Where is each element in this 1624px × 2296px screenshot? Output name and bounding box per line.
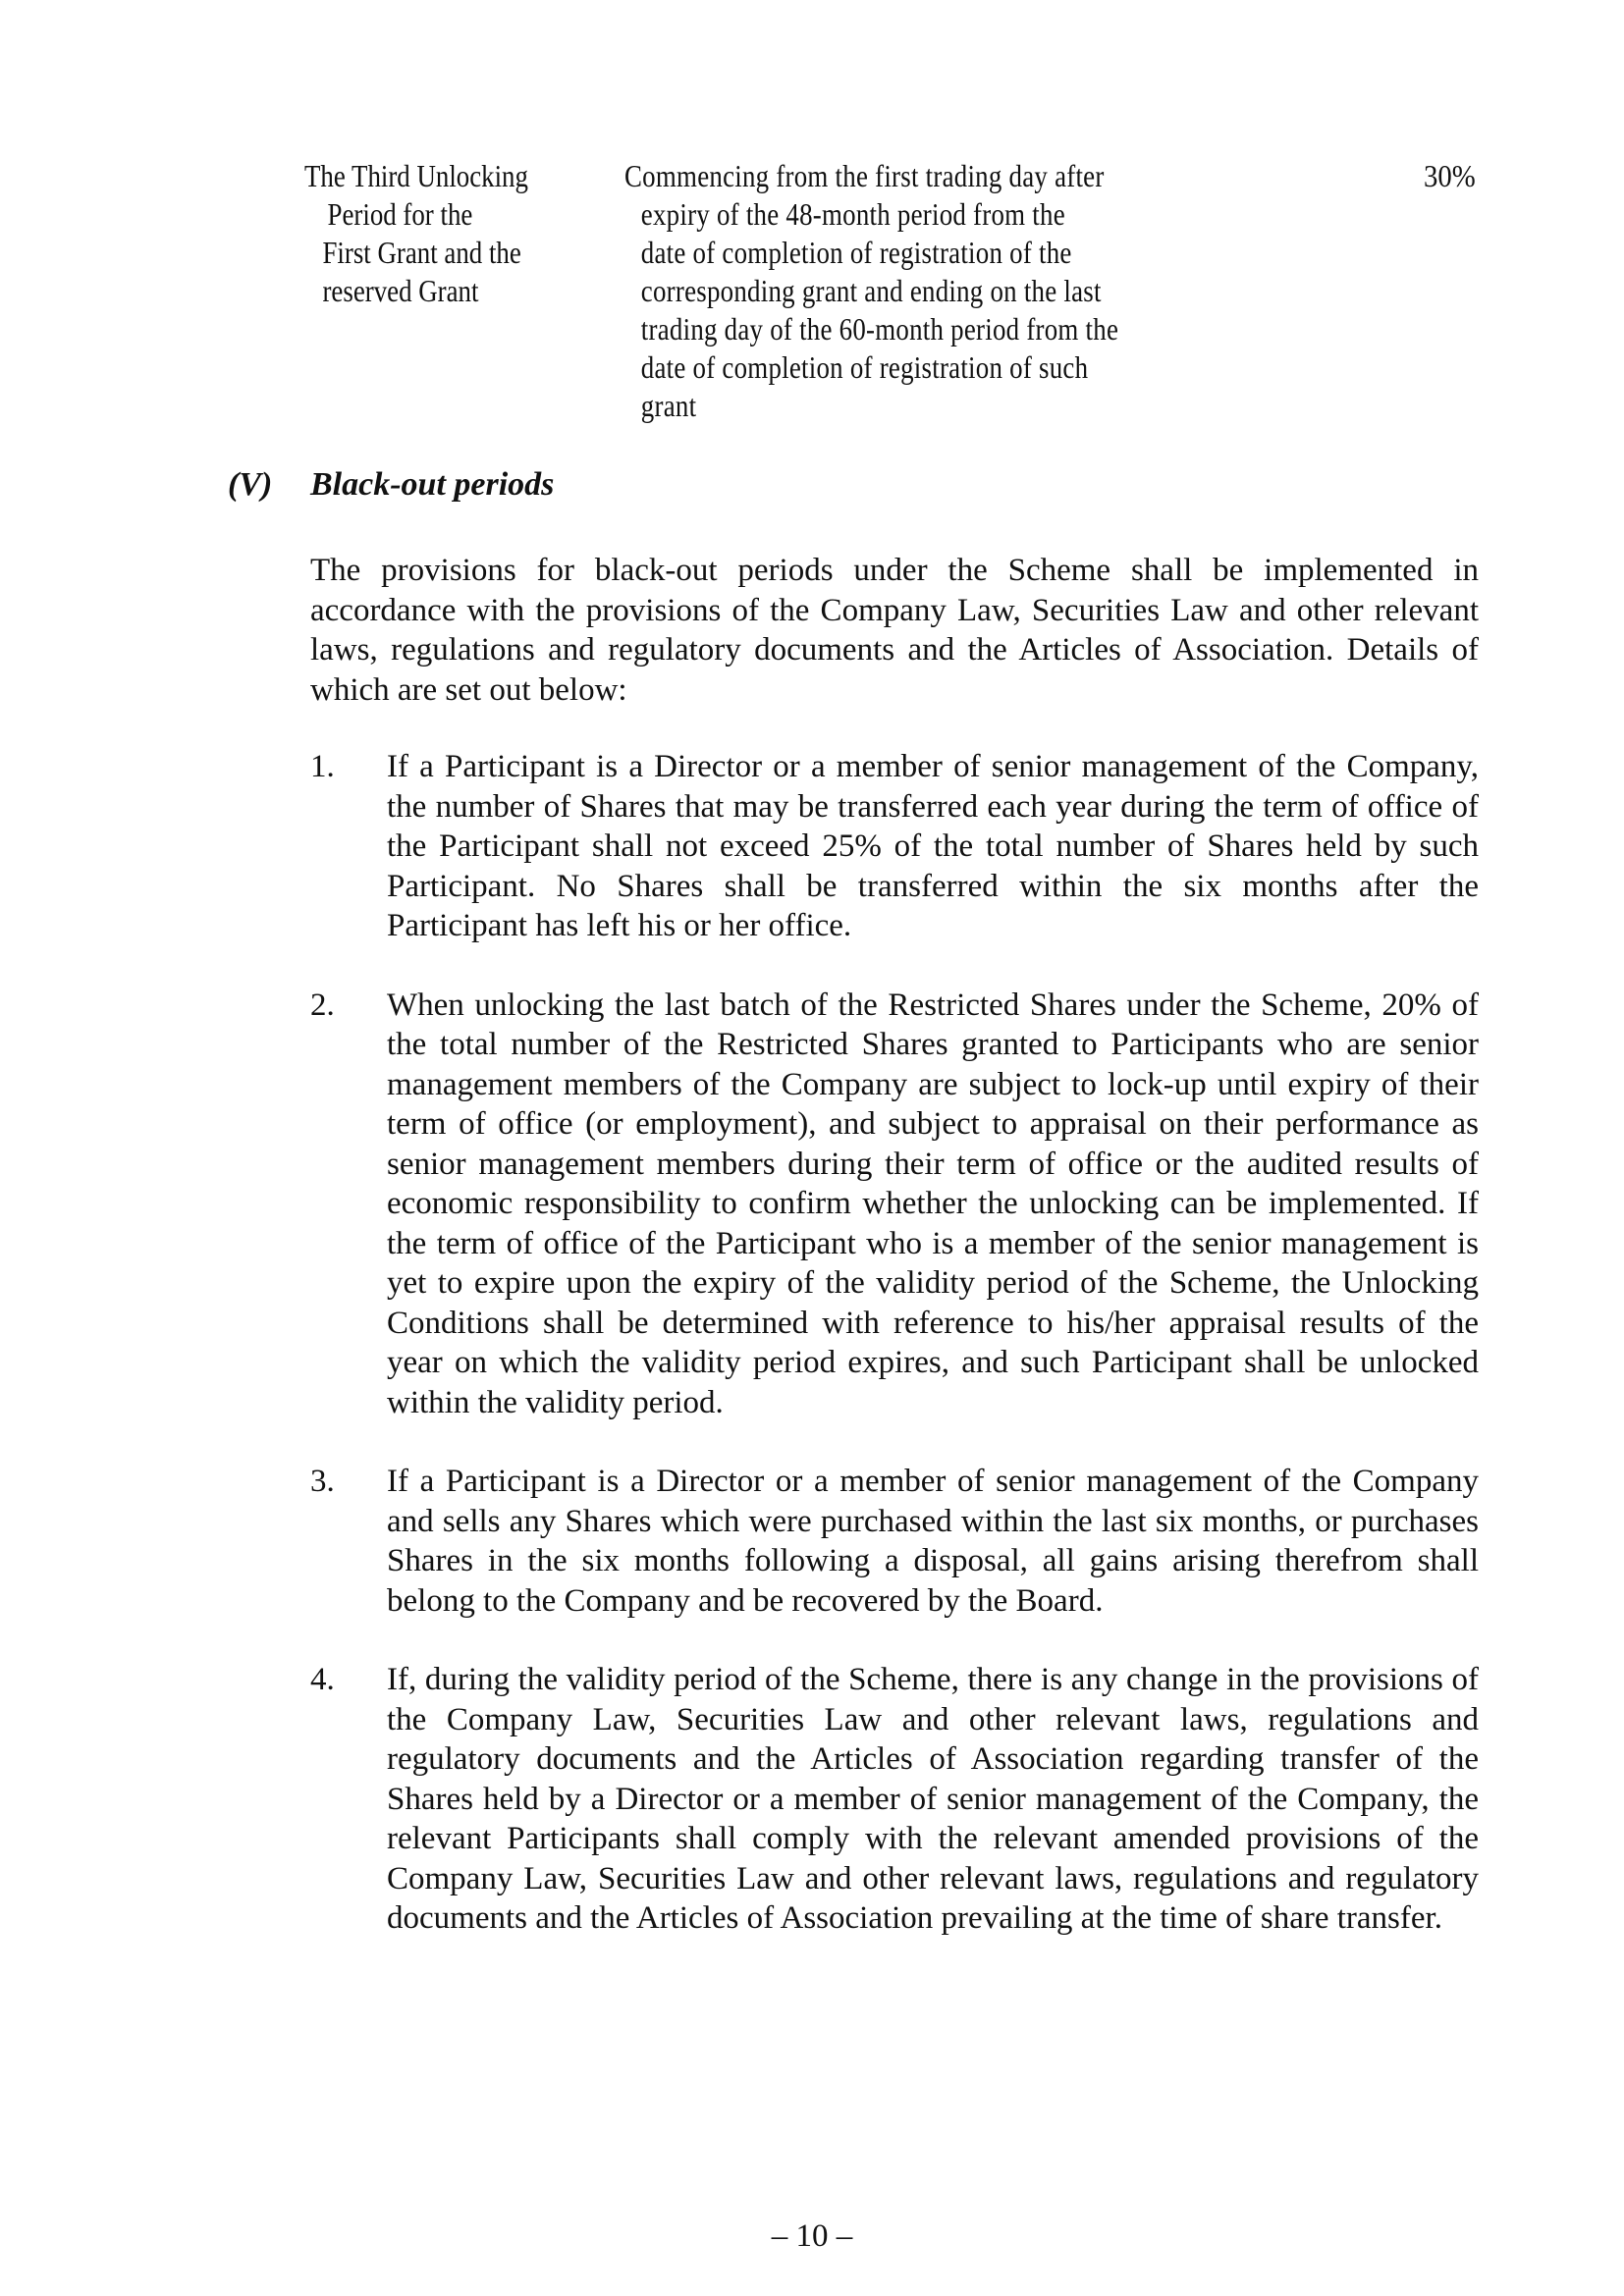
- label-line: Period for the: [327, 196, 473, 232]
- period-line: expiry of the 48-month period from the: [640, 196, 1065, 232]
- list-item-text: If, during the validity period of the Scheme, there is any change in the provisions of the Company Law, Securities Law and other relevant laws, regulations and regulatory documents and the Articles of Association regarding transfer of the Shares held by a Director or a member of senior management of the Company, the relevant Participants shall comply with the relevant amended provisions of the Company Law, Securities Law and other relevant laws, regulations and regulatory documents and the Articles of Association prevailing at the time of share transfer.: [387, 1662, 1479, 1936]
- unlocking-period-description: [624, 157, 1119, 425]
- label-line: First Grant and the: [322, 235, 521, 270]
- list-item: [310, 747, 1479, 946]
- label-line: The Third Unlocking: [304, 158, 528, 193]
- period-line: date of completion of registration of such: [640, 349, 1089, 385]
- blackout-provisions-list: [310, 747, 1479, 1978]
- list-item: [310, 1462, 1479, 1621]
- intro-paragraph: The provisions for black-out periods under the Scheme shall be implemented in accordance with the provisions of the Company Law, Securities Law and other relevant laws, regulations and regulatory documents and the Articles of Association. Details of which are set out below:: [310, 553, 1479, 708]
- list-item: [310, 1660, 1479, 1939]
- list-item-number: 4.: [310, 1662, 335, 1697]
- list-item-text: If a Participant is a Director or a member of senior management of the Company, the number of Shares that may be transferred each year during the term of office of the Participant shall not exceed 25% of the total number of Shares held by such Participant. No Shares shall be transferred within the six months after the Participant has left his or her office.: [387, 749, 1479, 943]
- section-title: Black-out periods: [310, 466, 555, 503]
- list-item-number: 1.: [310, 749, 335, 784]
- period-line: trading day of the 60-month period from the: [640, 311, 1119, 347]
- period-line: Commencing from the first trading day after: [624, 158, 1105, 193]
- page-number: – 10 –: [771, 2218, 853, 2254]
- list-item-number: 2.: [310, 987, 335, 1023]
- label-line: reserved Grant: [322, 273, 479, 308]
- period-line: date of completion of registration of the: [640, 235, 1072, 270]
- section-number: (V): [228, 466, 273, 503]
- unlocking-period-table-row: [295, 157, 1492, 442]
- list-item-number: 3.: [310, 1464, 335, 1499]
- period-line: grant: [640, 388, 697, 423]
- list-item-text: If a Participant is a Director or a member of senior management of the Company and sells any Shares which were purchased within the last six months, or purchases Shares in the six months following a disposal, all gains arising therefrom shall belong to the Company and be recovered by the Board.: [387, 1464, 1479, 1619]
- list-item-text: When unlocking the last batch of the Restricted Shares under the Scheme, 20% of the total number of the Restricted Shares granted to Participants who are senior management members of the Company are subject to lock-up until expiry of their term of office (or employment), and subject to appraisal on their performance as senior management members during their term of office or the audited results of economic responsibility to confirm whether the unlocking can be implemented. If the term of office of the Participant who is a member of the senior management is yet to expire upon the expiry of the validity period of the Scheme, the Unlocking Conditions shall be determined with reference to his/her appraisal results of the year on which the validity period expires, and such Participant shall be unlocked within the validity period.: [387, 987, 1479, 1420]
- list-item: [310, 986, 1479, 1423]
- unlocking-percentage: 30%: [1424, 158, 1476, 193]
- unlocking-period-label: [304, 157, 544, 310]
- section-heading: [228, 466, 554, 504]
- period-line: corresponding grant and ending on the last: [640, 273, 1102, 308]
